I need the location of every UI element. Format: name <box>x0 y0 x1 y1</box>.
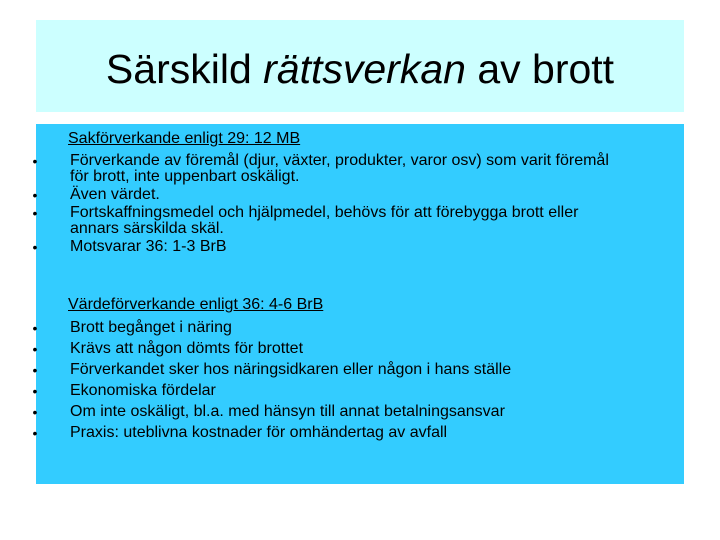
bullet-marker: • <box>32 205 38 221</box>
content-box <box>32 124 684 484</box>
list-item-text: Motsvarar 36: 1-3 BrB <box>70 238 227 255</box>
list-item <box>32 186 684 203</box>
bullet-marker: • <box>32 404 38 420</box>
section-heading-sakforverkande: Sakförverkande enligt 29: 12 MB <box>68 130 301 147</box>
section-heading-vardeforverkande: Värdeförverkande enligt 36: 4-6 BrB <box>68 296 324 313</box>
list-item-text: Förverkandet sker hos näringsidkaren eller någon i hans ställe <box>70 361 512 378</box>
list-item <box>32 424 684 441</box>
list-item-text: Även värdet. <box>70 186 160 203</box>
list-item <box>32 238 684 255</box>
bullet-marker: • <box>32 341 38 357</box>
list-item <box>32 204 684 237</box>
list-item-text: Krävs att någon dömts för brottet <box>70 340 304 357</box>
list-item <box>32 340 684 357</box>
bullet-marker: • <box>32 362 38 378</box>
bullet-marker: • <box>32 153 38 169</box>
bullet-marker: • <box>32 239 38 255</box>
list-item-text: Om inte oskäligt, bl.a. med hänsyn till annat betalningsansvar <box>70 403 505 420</box>
list-item-text: Praxis: uteblivna kostnader för omhändertag av avfall <box>70 424 448 441</box>
list-item <box>32 361 684 378</box>
title-text-part2: av brott <box>465 45 615 92</box>
bullet-list-vardeforverkande <box>32 319 684 441</box>
list-item-text: Ekonomiska fördelar <box>70 382 216 399</box>
bullet-marker: • <box>32 425 38 441</box>
title-text-italic: rättsverkan <box>263 45 466 92</box>
slide-title <box>106 40 614 93</box>
bullet-list-sakforverkande <box>32 152 684 255</box>
list-item <box>32 319 684 336</box>
bullet-marker: • <box>32 187 38 203</box>
bullet-marker: • <box>32 383 38 399</box>
title-box <box>36 20 684 112</box>
list-item-text: Brott begånget i näring <box>70 319 232 336</box>
list-item-text: Fortskaffningsmedel och hjälpmedel, behövs för att förebygga brott eller annars särskilda skäl. <box>70 204 579 237</box>
list-item-text: Förverkande av föremål (djur, växter, produkter, varor osv) som varit föremål för brott, inte uppenbart oskäligt. <box>70 152 609 185</box>
title-text-part1: Särskild <box>105 45 264 92</box>
list-item <box>32 152 684 185</box>
list-item <box>32 403 684 420</box>
list-item <box>32 382 684 399</box>
bullet-marker: • <box>32 320 38 336</box>
